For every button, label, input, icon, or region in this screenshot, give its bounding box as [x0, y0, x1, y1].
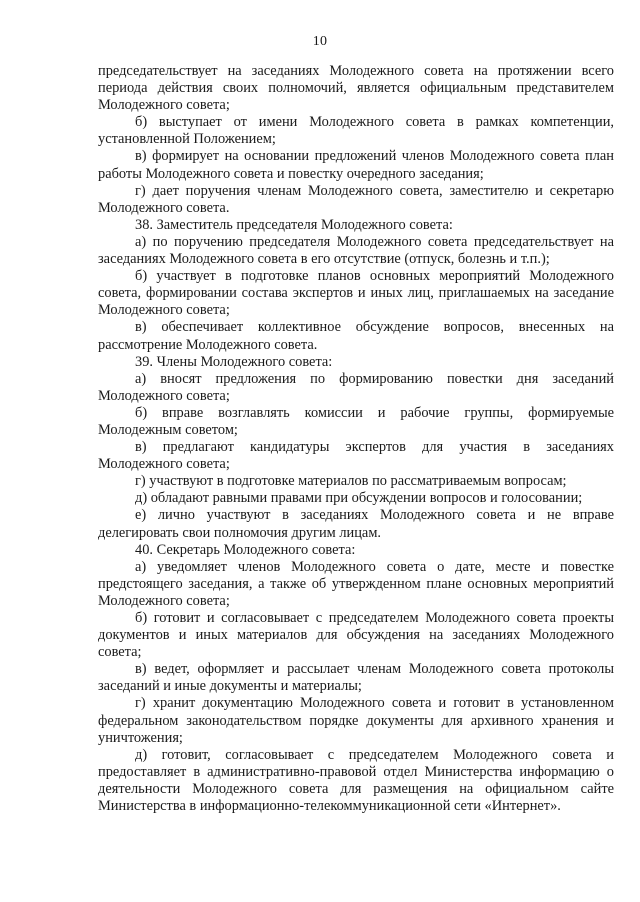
paragraph-38a: а) по поручению председателя Молодежного совета председательствует на заседаниях Молодежного совета в его отсутствие (отпуск, болезнь и т.п.);: [98, 233, 614, 268]
paragraph-40d: д) готовит, согласовывает с председателем Молодежного совета и предоставляет в административно-правовой отдел Министерства информацию о деятельности Молодежного совета для размещения на официальном сайте Министерства в информационно-телекоммуникационной сети «Интернет».: [98, 746, 614, 815]
paragraph-39a: а) вносят предложения по формированию повестки дня заседаний Молодежного совета;: [98, 370, 614, 404]
section-heading-38: 38. Заместитель председателя Молодежного совета:: [135, 216, 453, 233]
paragraph-40v: в) ведет, оформляет и рассылает членам Молодежного совета протоколы заседаний и иные документы и материалы;: [98, 661, 614, 695]
paragraph-39g: г) участвуют в подготовке материалов по рассматриваемым вопросам;: [135, 473, 567, 490]
section-heading-39: 39. Члены Молодежного совета:: [135, 353, 333, 370]
paragraph-39d: д) обладают равными правами при обсуждении вопросов и голосовании;: [135, 490, 583, 507]
paragraph-37g: г) дает поручения членам Молодежного совета, заместителю и секретарю Молодежного совета.: [98, 182, 614, 216]
paragraph-40a: а) уведомляет членов Молодежного совета о дате, месте и повестке предстоящего заседания, а также об утвержденном плане основных мероприятий Молодежного совета;: [98, 558, 614, 609]
section-heading-40: 40. Секретарь Молодежного совета:: [135, 541, 356, 558]
page-number: 10: [312, 34, 328, 49]
paragraph-40g: г) хранит документацию Молодежного совета и готовит в установленном федеральном законодательством порядке документы для архивного хранения и уничтожения;: [98, 695, 614, 746]
paragraph-37v: в) формирует на основании предложений членов Молодежного совета план работы Молодежного совета и повестку очередного заседания;: [98, 148, 614, 182]
paragraph-39b: б) вправе возглавлять комиссии и рабочие группы, формируемые Молодежным советом;: [98, 404, 614, 438]
paragraph-38b: б) участвует в подготовке планов основных мероприятий Молодежного совета, формировании состава экспертов и иных лиц, приглашаемых на заседание Молодежного совета;: [98, 268, 614, 319]
paragraph-37b: б) выступает от имени Молодежного совета в рамках компетенции, установленной Положением;: [98, 114, 614, 148]
paragraph-40b: б) готовит и согласовывает с председателем Молодежного совета проекты документов и иных материалов для обсуждения на заседаниях Молодежного совета;: [98, 610, 614, 661]
paragraph-38v: в) обеспечивает коллективное обсуждение вопросов, внесенных на рассмотрение Молодежного совета.: [98, 319, 614, 353]
paragraph-39e: е) лично участвуют в заседаниях Молодежного совета и не вправе делегировать свои полномочия другим лицам.: [98, 507, 614, 541]
paragraph-chairman-continuation: председательствует на заседаниях Молодежного совета на протяжении всего периода действия своих полномочий, является официальным представителем Молодежного совета;: [98, 63, 614, 114]
document-body: [98, 63, 614, 815]
paragraph-39v: в) предлагают кандидатуры экспертов для участия в заседаниях Молодежного совета;: [98, 439, 614, 473]
